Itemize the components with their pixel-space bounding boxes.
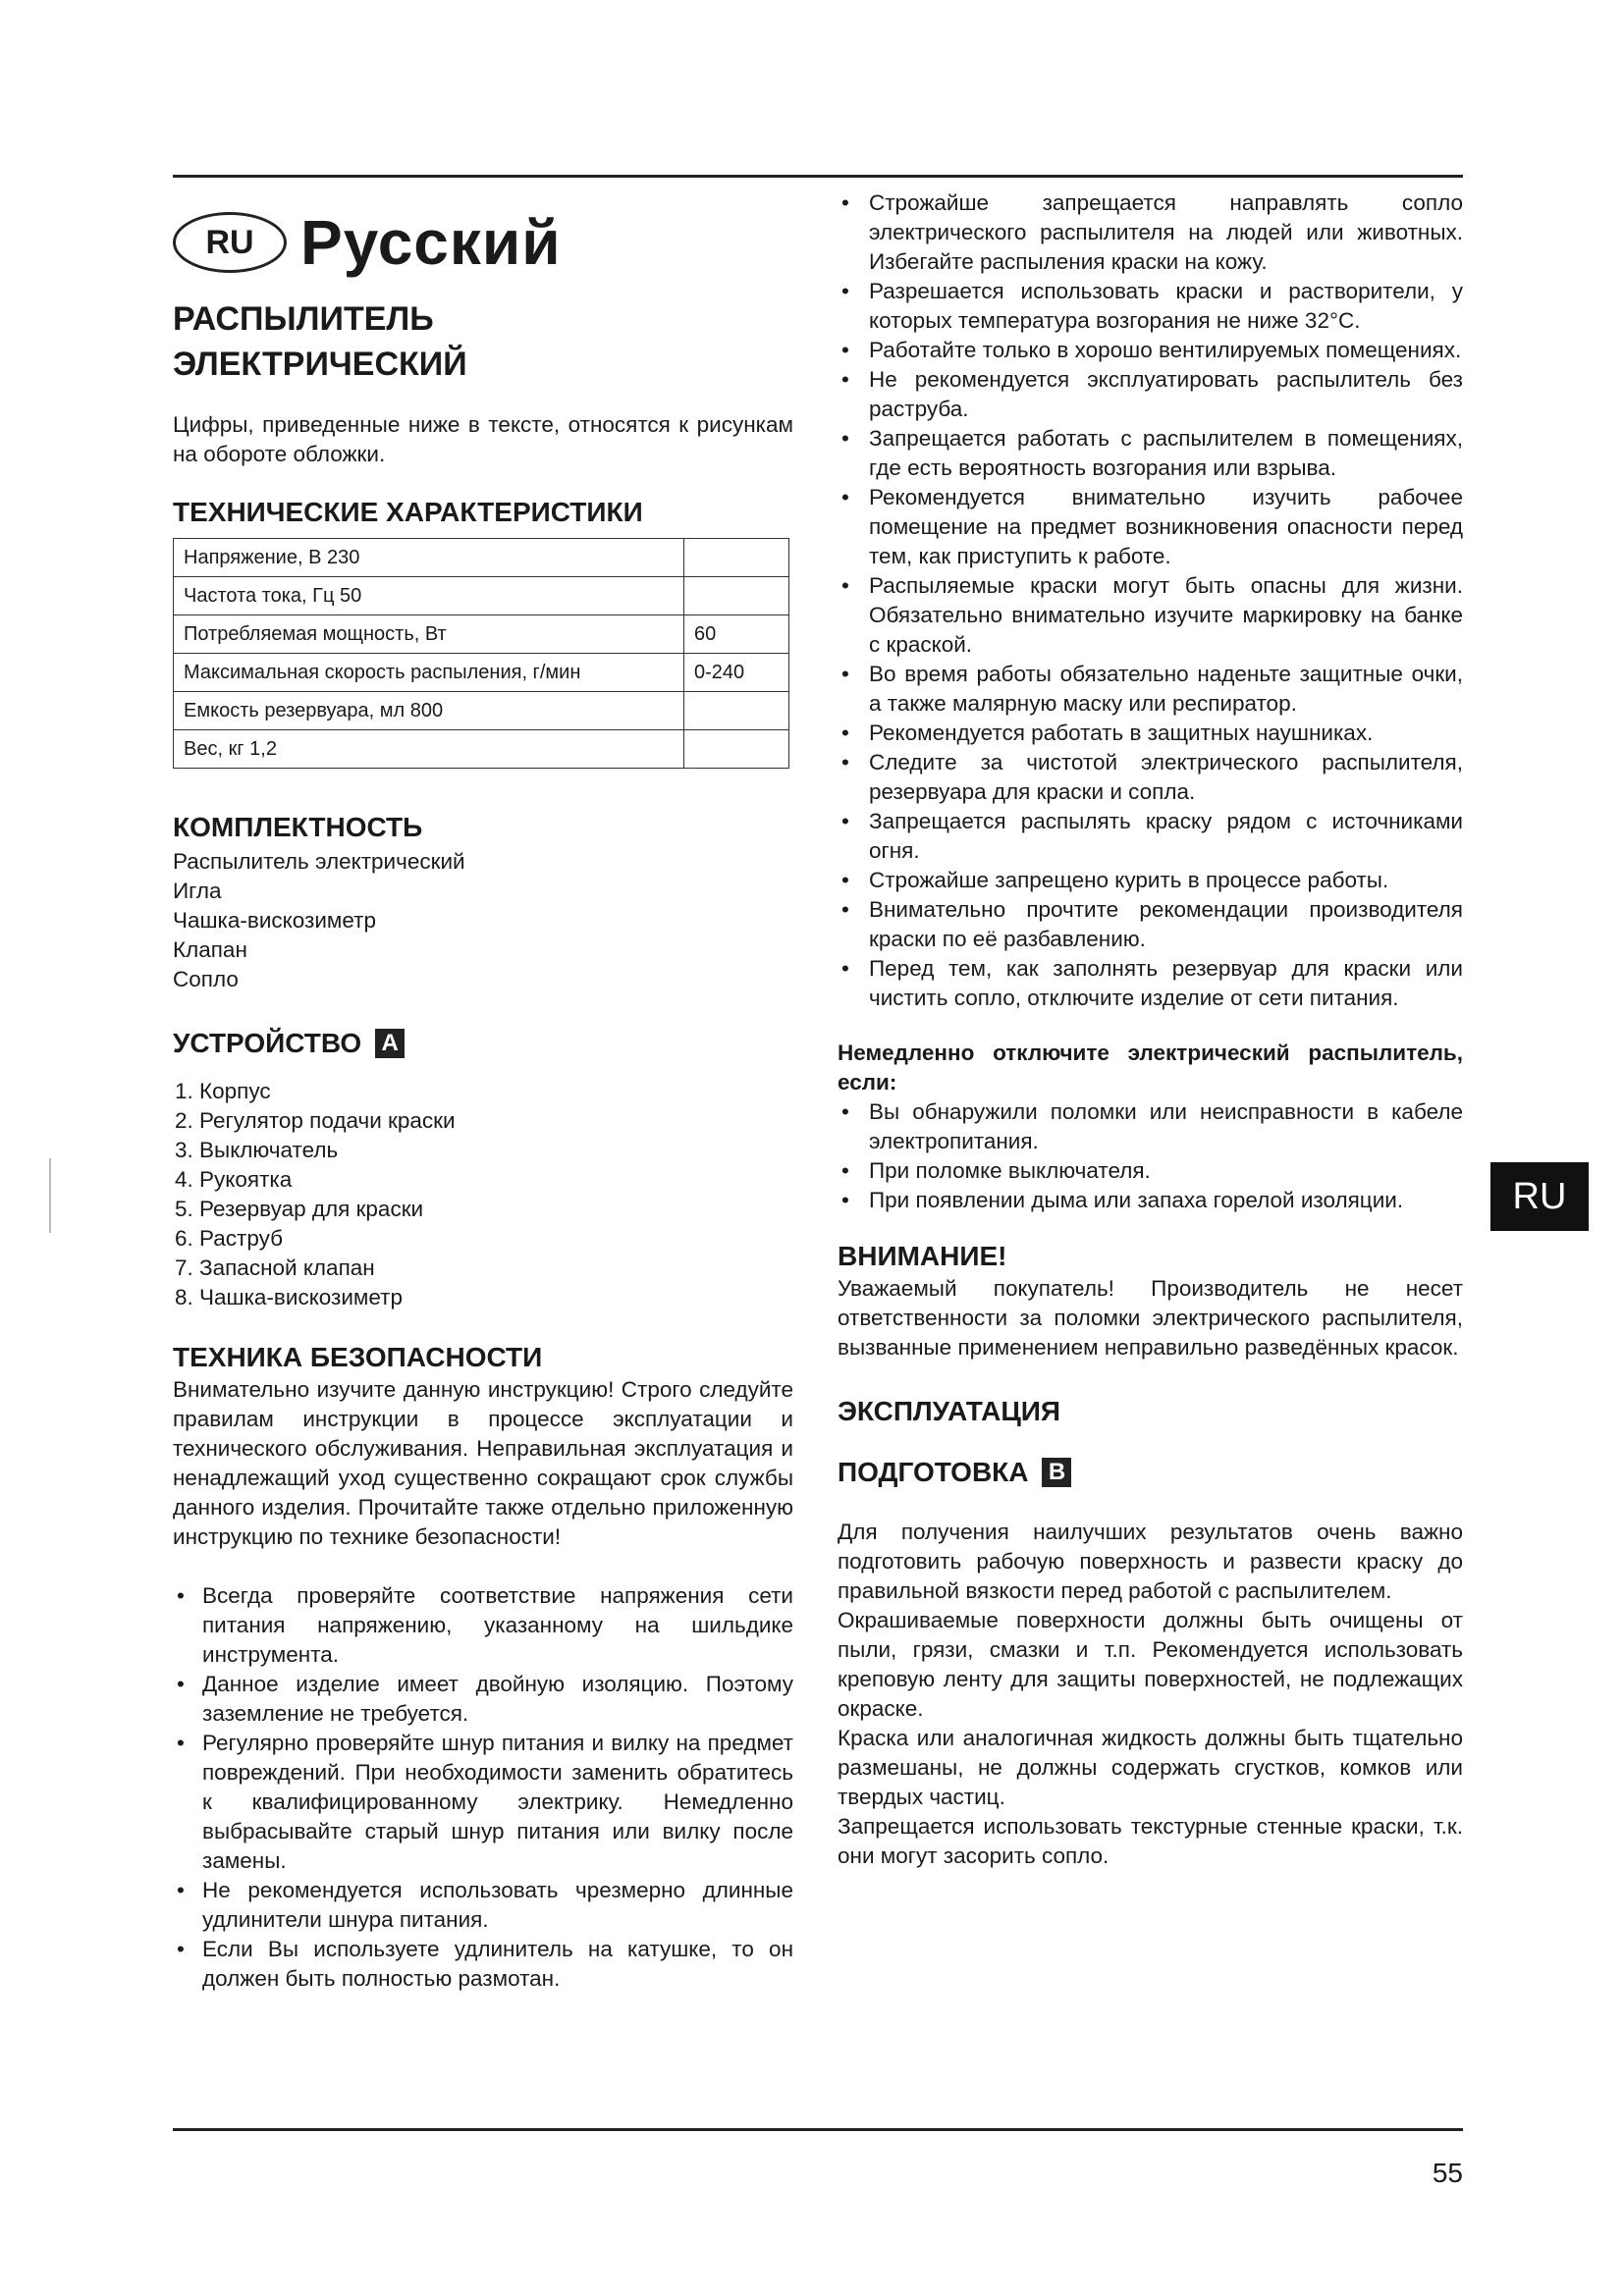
- safety-heading-text: ТЕХНИКА БЕЗОПАСНОСТИ: [173, 1342, 543, 1372]
- safety-bullet: • Данное изделие имеет двойную изоляцию. Поэтому заземление не требуется.: [173, 1670, 793, 1729]
- preparation-paragraph: Окрашиваемые поверхности должны быть очищены от пыли, грязи, смазки и т.п. Рекомендуется использовать креповую ленту для защиты поверхностей, не подлежащих окраске.: [838, 1608, 1463, 1721]
- kit-item: Чашка-вискозиметр: [173, 908, 376, 933]
- spec-label: Вес, кг 1,2: [174, 730, 684, 769]
- spec-label: Максимальная скорость распыления, г/мин: [174, 654, 684, 692]
- kit-heading: [173, 812, 793, 843]
- preparation-paragraph: Для получения наилучших результатов очень важно подготовить рабочую поверхность и развести краску до правильной вязкости перед работой с распылителем.: [838, 1520, 1463, 1603]
- spec-value: 0-240: [684, 654, 789, 692]
- safety-rule-item: • Не рекомендуется эксплуатировать распылитель без раструба.: [838, 365, 1463, 424]
- attention-heading: [838, 1241, 1463, 1272]
- preparation-paragraph: Краска или аналогичная жидкость должны быть тщательно размешаны, не должны содержать сгустков, комков или твердых частиц.: [838, 1726, 1463, 1809]
- left-column: [173, 188, 793, 1994]
- spec-label: Частота тока, Гц 50: [174, 577, 684, 615]
- safety-bullet: • Всегда проверяйте соответствие напряжения сети питания напряжению, указанному на шильдике инструмента.: [173, 1581, 793, 1670]
- kit-heading-text: КОМПЛЕКТНОСТЬ: [173, 812, 423, 842]
- attention-text: Уважаемый покупатель! Производитель не несет ответственности за поломки электрического распылителя, вызванные применением неправильно разведённых красок.: [838, 1276, 1463, 1360]
- device-part-item: 4. Рукоятка: [175, 1167, 293, 1192]
- intro-text: Цифры, приведенные ниже в тексте, относятся к рисункам на обороте обложки.: [173, 412, 793, 466]
- spec-label: Потребляемая мощность, Вт: [174, 615, 684, 654]
- spec-row: [174, 539, 789, 577]
- spec-value: [684, 730, 789, 769]
- safety-rule-item: • Рекомендуется работать в защитных наушниках.: [838, 719, 1463, 748]
- operation-heading-text: ЭКСПЛУАТАЦИЯ: [838, 1396, 1061, 1426]
- bottom-rule: [173, 2128, 1463, 2131]
- specs-heading-text: ТЕХНИЧЕСКИЕ ХАРАКТЕРИСТИКИ: [173, 497, 643, 527]
- device-part-item: 2. Регулятор подачи краски: [175, 1108, 456, 1133]
- safety-bullet: • Регулярно проверяйте шнур питания и вилку на предмет повреждений. При необходимости заменить обратитесь к квалифицированному электрику. Немедленно выбрасывайте старый шнур питания или вилку после замены.: [173, 1729, 793, 1876]
- shutdown-list: [838, 1097, 1463, 1215]
- device-part-item: 1. Корпус: [175, 1079, 271, 1103]
- device-part-item: 7. Запасной клапан: [175, 1255, 375, 1280]
- kit-list: [173, 847, 793, 994]
- safety-rule-item: • Во время работы обязательно наденьте защитные очки, а также малярную маску или респиратор.: [838, 660, 1463, 719]
- shutdown-item: • Вы обнаружили поломки или неисправности в кабеле электропитания.: [838, 1097, 1463, 1156]
- top-rule: [173, 175, 1463, 178]
- language-side-tab: RU: [1490, 1162, 1589, 1231]
- specs-table: [173, 538, 789, 769]
- language-badge: RU: [173, 212, 287, 273]
- safety-rule-item: • Запрещается распылять краску рядом с источниками огня.: [838, 807, 1463, 866]
- safety-rule-item: • Строжайше запрещено курить в процессе работы.: [838, 866, 1463, 895]
- device-part-item: 8. Чашка-вискозиметр: [175, 1285, 403, 1309]
- spec-label: Напряжение, В 230: [174, 539, 684, 577]
- spec-value: [684, 692, 789, 730]
- safety-rule-item: • Рекомендуется внимательно изучить рабочее помещение на предмет возникновения опасности перед тем, как приступить к работе.: [838, 483, 1463, 571]
- safety-text: Внимательно изучите данную инструкцию! Строго следуйте правилам инструкции в процессе эксплуатации и технического обслуживания. Неправильная эксплуатация и ненадлежащий уход существенно сокращают срок службы данного изделия. Прочитайте также отдельно приложенную инструкцию по технике безопасности!: [173, 1377, 793, 1549]
- title-line-1: РАСПЫЛИТЕЛЬ: [173, 300, 434, 338]
- device-heading-text: УСТРОЙСТВО: [173, 1028, 362, 1058]
- spec-row: [174, 577, 789, 615]
- preparation-text: [838, 1518, 1463, 1871]
- shutdown-item: • При появлении дыма или запаха горелой изоляции.: [838, 1186, 1463, 1215]
- figure-a-marker: A: [375, 1029, 405, 1058]
- preparation-paragraph: Запрещается использовать текстурные стенные краски, т.к. они могут засорить сопло.: [838, 1814, 1463, 1868]
- safety-rule-item: • Распыляемые краски могут быть опасны для жизни. Обязательно внимательно изучите маркировку на банке с краской.: [838, 571, 1463, 660]
- spec-value: [684, 577, 789, 615]
- device-heading: [173, 1028, 793, 1059]
- device-part-item: 5. Резервуар для краски: [175, 1197, 424, 1221]
- safety-bullet: • Если Вы используете удлинитель на катушке, то он должен быть полностью размотан.: [173, 1935, 793, 1994]
- preparation-heading-text: ПОДГОТОВКА: [838, 1457, 1029, 1487]
- spec-row: [174, 615, 789, 654]
- safety-bullet: • Не рекомендуется использовать чрезмерно длинные удлинители шнура питания.: [173, 1876, 793, 1935]
- safety-rule-item: • Запрещается работать с распылителем в помещениях, где есть вероятность возгорания или взрыва.: [838, 424, 1463, 483]
- kit-item: Сопло: [173, 967, 239, 991]
- safety-heading: [173, 1342, 793, 1373]
- spec-row: [174, 654, 789, 692]
- preparation-heading: [838, 1457, 1463, 1488]
- language-title: Русский: [300, 207, 562, 278]
- spec-value: 60: [684, 615, 789, 654]
- safety-rule-item: • Разрешается использовать краски и растворители, у которых температура возгорания не ниже 32°C.: [838, 277, 1463, 336]
- operation-heading: [838, 1396, 1463, 1427]
- title-line-2: ЭЛЕКТРИЧЕСКИЙ: [173, 346, 467, 383]
- safety-rule-item: • Перед тем, как заполнять резервуар для краски или чистить сопло, отключите изделие от сети питания.: [838, 954, 1463, 1013]
- safety-rules-list: [838, 188, 1463, 1013]
- spec-label: Емкость резервуара, мл 800: [174, 692, 684, 730]
- safety-rule-item: • Работайте только в хорошо вентилируемых помещениях.: [838, 336, 1463, 365]
- spec-row: [174, 730, 789, 769]
- shutdown-item: • При поломке выключателя.: [838, 1156, 1463, 1186]
- spec-row: [174, 692, 789, 730]
- specs-heading: [173, 497, 793, 528]
- device-part-item: 6. Раструб: [175, 1226, 283, 1251]
- kit-item: Клапан: [173, 937, 247, 962]
- attention-heading-text: ВНИМАНИЕ!: [838, 1241, 1007, 1271]
- margin-mark: [49, 1158, 51, 1233]
- page-number: 55: [1432, 2158, 1463, 2188]
- safety-rule-item: • Внимательно прочтите рекомендации производителя краски по её разбавлению.: [838, 895, 1463, 954]
- language-header: [173, 206, 793, 279]
- safety-rule-item: • Следите за чистотой электрического распылителя, резервуара для краски и сопла.: [838, 748, 1463, 807]
- figure-b-marker: B: [1042, 1458, 1071, 1487]
- device-part-item: 3. Выключатель: [175, 1138, 339, 1162]
- right-column: [838, 188, 1463, 1871]
- kit-item: Игла: [173, 879, 222, 903]
- device-parts-list: [173, 1077, 793, 1312]
- safety-rule-item: • Строжайше запрещается направлять сопло электрического распылителя на людей или животных. Избегайте распыления краски на кожу.: [838, 188, 1463, 277]
- spec-value: [684, 539, 789, 577]
- kit-item: Распылитель электрический: [173, 849, 465, 874]
- safety-bullet-list: [173, 1581, 793, 1994]
- document-title: [173, 296, 793, 387]
- shutdown-heading: Немедленно отключите электрический распылитель, если:: [838, 1041, 1463, 1095]
